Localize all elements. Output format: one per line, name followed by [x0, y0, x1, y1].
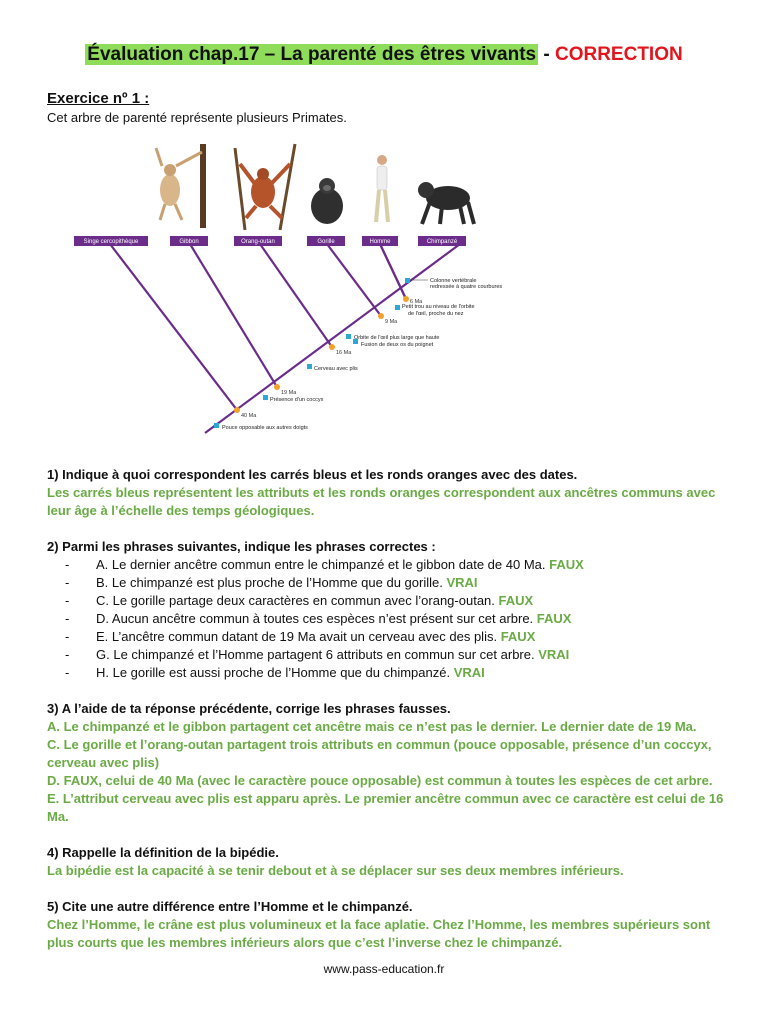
question-3: 3) A l’aide de ta réponse précédente, corrige les phrases fausses.	[47, 701, 451, 716]
ancestor-9ma	[378, 313, 384, 319]
ancestor-6ma	[403, 296, 409, 302]
attr-label-pouce: Pouce opposable aux autres doigts	[222, 425, 308, 431]
statement-g: - G. Le chimpanzé et l’Homme partagent 6 attributs en commun sur cet arbre. VRAI	[47, 646, 737, 664]
attr-label-petit-trou-2: de l'œil, proche du nez	[408, 311, 464, 317]
attr-cerveau	[307, 364, 312, 369]
ancestor-19ma	[274, 384, 280, 390]
date-6ma: 6 Ma	[410, 299, 423, 305]
verdict-d: FAUX	[536, 611, 572, 626]
attr-label-petit-trou-1: Petit trou au niveau de l'orbite	[402, 304, 475, 310]
statement-c: - C. Le gorille partage deux caractères en commun avec l’orang-outan. FAUX	[47, 592, 737, 610]
phylogenetic-tree	[70, 140, 510, 440]
answer-3e: E. L’attribut cerveau avec plis est apparu après. Le premier ancêtre commun avec ce caractère est celui de 16 Ma.	[47, 791, 724, 824]
statement-h: - H. Le gorille est aussi proche de l’Homme que du chimpanzé. VRAI	[47, 664, 737, 682]
statement-e: - E. L’ancêtre commun datant de 19 Ma avait un cerveau avec des plis. FAUX	[47, 628, 737, 646]
label-gorille: Gorille	[317, 239, 335, 245]
label-gibbon: Gibbon	[179, 239, 199, 245]
attr-colonne	[405, 278, 410, 283]
attr-pouce	[214, 423, 219, 428]
page-title	[0, 44, 768, 66]
attr-orbite	[346, 334, 351, 339]
exercise-title-colon: :	[140, 90, 150, 107]
answer-3d: D. FAUX, celui de 40 Ma (avec le caractère pouce opposable) est commun à toutes les espèces de cet arbre.	[47, 773, 713, 788]
statement-list	[47, 556, 737, 682]
title-main: Évaluation chap.17 – La parenté des êtres vivants	[87, 44, 537, 65]
answer-4: La bipédie est la capacité à se tenir debout et à se déplacer sur ses deux membres inférieurs.	[47, 863, 624, 878]
question-1: 1) Indique à quoi correspondent les carrés bleus et les ronds oranges avec des dates.	[47, 467, 578, 482]
chimpanzee-illustration	[418, 182, 474, 224]
verdict-g: VRAI	[538, 647, 570, 662]
ancestor-dates	[241, 299, 423, 419]
question-5: 5) Cite une autre différence entre l’Homme et le chimpanzé.	[47, 899, 413, 914]
statement-a: - A. Le dernier ancêtre commun entre le chimpanzé et le gibbon date de 40 Ma. FAUX	[47, 556, 737, 574]
answer-5: Chez l’Homme, le crâne est plus volumineux et la face aplatie. Chez l’Homme, les membres supérieurs sont plus courts que les membres inférieurs alors que c’est l’inverse chez le chimpanzé.	[47, 917, 711, 950]
title-correction: CORRECTION	[554, 44, 683, 65]
answer-1: Les carrés bleus représentent les attributs et les ronds oranges correspondent aux ancêtres communs avec leur âge à l’échelle des temps géologiques.	[47, 485, 716, 518]
species-labels	[74, 236, 466, 246]
footer-url: www.pass-education.fr	[323, 962, 445, 976]
label-orang-outan: Orang-outan	[241, 239, 275, 245]
attr-label-colonne-1: Colonne vertébrale	[430, 278, 477, 284]
attr-label-poignet: Fusion de deux os du poignet	[361, 342, 434, 348]
ancestor-16ma	[329, 344, 335, 350]
questions-content	[47, 466, 737, 952]
exercise-intro: Cet arbre de parenté représente plusieurs Primates.	[47, 110, 347, 125]
attr-label-coccyx: Présence d'un coccyx	[270, 397, 324, 403]
question-2: 2) Parmi les phrases suivantes, indique les phrases correctes :	[47, 539, 436, 554]
attr-coccyx	[263, 395, 268, 400]
attr-petit-trou	[395, 305, 400, 310]
attr-label-cerveau: Cerveau avec plis	[314, 366, 358, 372]
label-singe-cercopitheque: Singe cercopithèque	[83, 239, 139, 245]
exercise-title	[47, 90, 149, 107]
title-separator: -	[538, 44, 555, 65]
date-9ma: 9 Ma	[385, 319, 398, 325]
label-homme: Homme	[369, 239, 391, 245]
date-19ma: 19 Ma	[281, 390, 297, 396]
human-illustration	[376, 155, 388, 222]
ancestor-nodes	[234, 296, 409, 413]
ancestor-40ma	[234, 407, 240, 413]
gibbon-illustration	[156, 144, 206, 228]
answer-3a: A. Le chimpanzé et le gibbon partagent cet ancêtre mais ce n’est pas le dernier. Le dernier date de 19 Ma.	[47, 719, 697, 734]
attribute-labels	[222, 278, 502, 431]
statement-d: - D. Aucun ancêtre commun à toutes ces espèces n’est présent sur cet arbre. FAUX	[47, 610, 737, 628]
date-40ma: 40 Ma	[241, 413, 257, 419]
answer-3c: C. Le gorille et l’orang-outan partagent trois attributs en commun (pouce opposable, présence d’un coccyx, cerveau avec plis)	[47, 737, 712, 770]
verdict-c: FAUX	[498, 593, 534, 608]
statement-b: - B. Le chimpanzé est plus proche de l’Homme que du gorille. VRAI	[47, 574, 737, 592]
verdict-b: VRAI	[446, 575, 478, 590]
attr-label-orbite: Orbite de l'œil plus large que haute	[354, 335, 440, 341]
attr-label-colonne-2: redressée à quatre courbures	[430, 284, 503, 290]
gorilla-illustration	[311, 178, 343, 224]
question-4: 4) Rappelle la définition de la bipédie.	[47, 845, 279, 860]
exercise-title-text: Exercice nº 1	[47, 90, 141, 107]
label-chimpanze: Chimpanzé	[426, 239, 458, 245]
date-16ma: 16 Ma	[336, 350, 352, 356]
orang-outan-illustration	[235, 144, 295, 230]
verdict-a: FAUX	[549, 557, 584, 572]
verdict-h: VRAI	[453, 665, 485, 680]
verdict-e: FAUX	[500, 629, 536, 644]
